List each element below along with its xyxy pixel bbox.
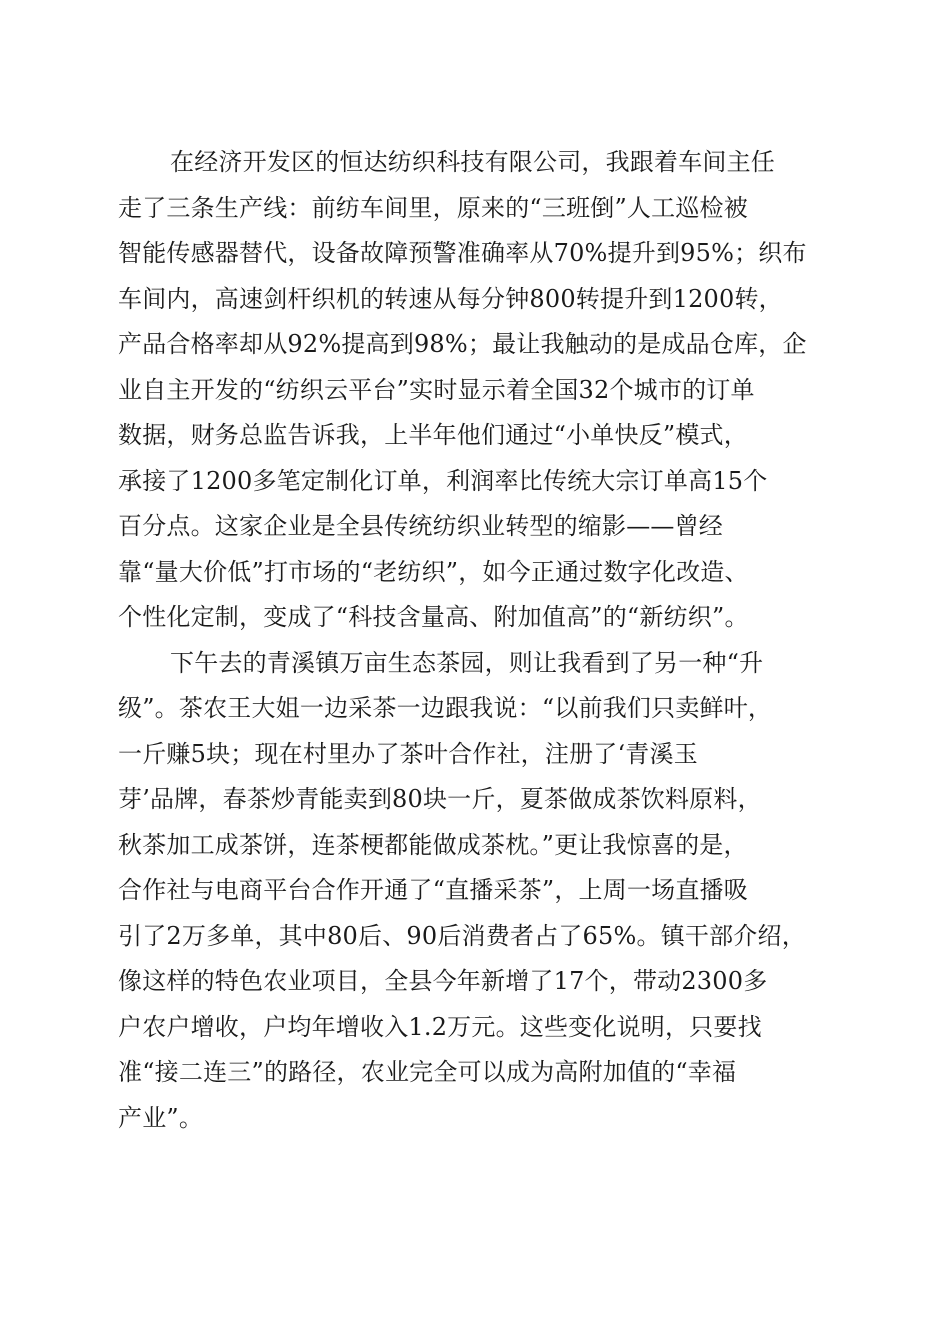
- text-line: 百分点。这家企业是全县传统纺织业转型的缩影——曾经: [118, 512, 723, 540]
- text-line: 车间内，高速剑杆织机的转速从每分钟800转提升到1200转，: [118, 284, 783, 313]
- text-line: 智能传感器替代，设备故障预警准确率从70%提升到95%；织布: [118, 239, 807, 267]
- text-line: 数据，财务总监告诉我，上半年他们通过“小单快反”模式，: [118, 421, 748, 449]
- text-line: 业自主开发的“纺织云平台”实时显示着全国32个城市的订单: [118, 375, 755, 404]
- text-line: 像这样的特色农业项目，全县今年新增了17个，带动2300多: [118, 967, 768, 995]
- text-line: 产业”。: [118, 1103, 204, 1132]
- text-line: 一斤赚5块；现在村里办了茶叶合作社，注册了‘青溪玉: [118, 739, 698, 768]
- text-line: 在经济开发区的恒达纺织科技有限公司，我跟着车间主任: [170, 148, 775, 176]
- text-line: 靠“量大价低”打市场的“老纺织”，如今正通过数字化改造、: [118, 557, 749, 586]
- text-line: 户农户增收，户均年增收入1.2万元。这些变化说明，只要找: [118, 1012, 762, 1041]
- text-line: 秋茶加工成茶饼，连茶梗都能做成茶枕。”更让我惊喜的是，: [118, 830, 748, 859]
- text-line: 芽’品牌，春茶炒青能卖到80块一斤，夏茶做成茶饮料原料，: [118, 785, 762, 813]
- text-line: 准“接二连三”的路径，农业完全可以成为高附加值的“幸福: [118, 1058, 737, 1086]
- text-line: 下午去的青溪镇万亩生态茶园，则让我看到了另一种“升: [170, 648, 764, 677]
- text-line: 合作社与电商平台合作开通了“直播采茶”，上周一场直播吸: [118, 876, 748, 904]
- text-line: 级”。茶农王大姐一边采茶一边跟我说：“以前我们只卖鲜叶，: [118, 694, 773, 722]
- text-line: 承接了1200多笔定制化订单，利润率比传统大宗订单高15个: [118, 466, 768, 495]
- text-line: 引了2万多单，其中80后、90后消费者占了65%。镇干部介绍，: [118, 921, 806, 950]
- paragraph-textile-company: [118, 140, 838, 641]
- text-line: 个性化定制，变成了“科技含量高、附加值高”的“新纺织”。: [118, 603, 749, 631]
- paragraph-tea-garden: [118, 641, 838, 1142]
- text-line: 产品合格率却从92%提高到98%；最让我触动的是成品仓库，企: [118, 330, 807, 358]
- body-text: [118, 140, 838, 1141]
- text-line: 走了三条生产线：前纺车间里，原来的“三班倒”人工巡检被: [118, 193, 748, 222]
